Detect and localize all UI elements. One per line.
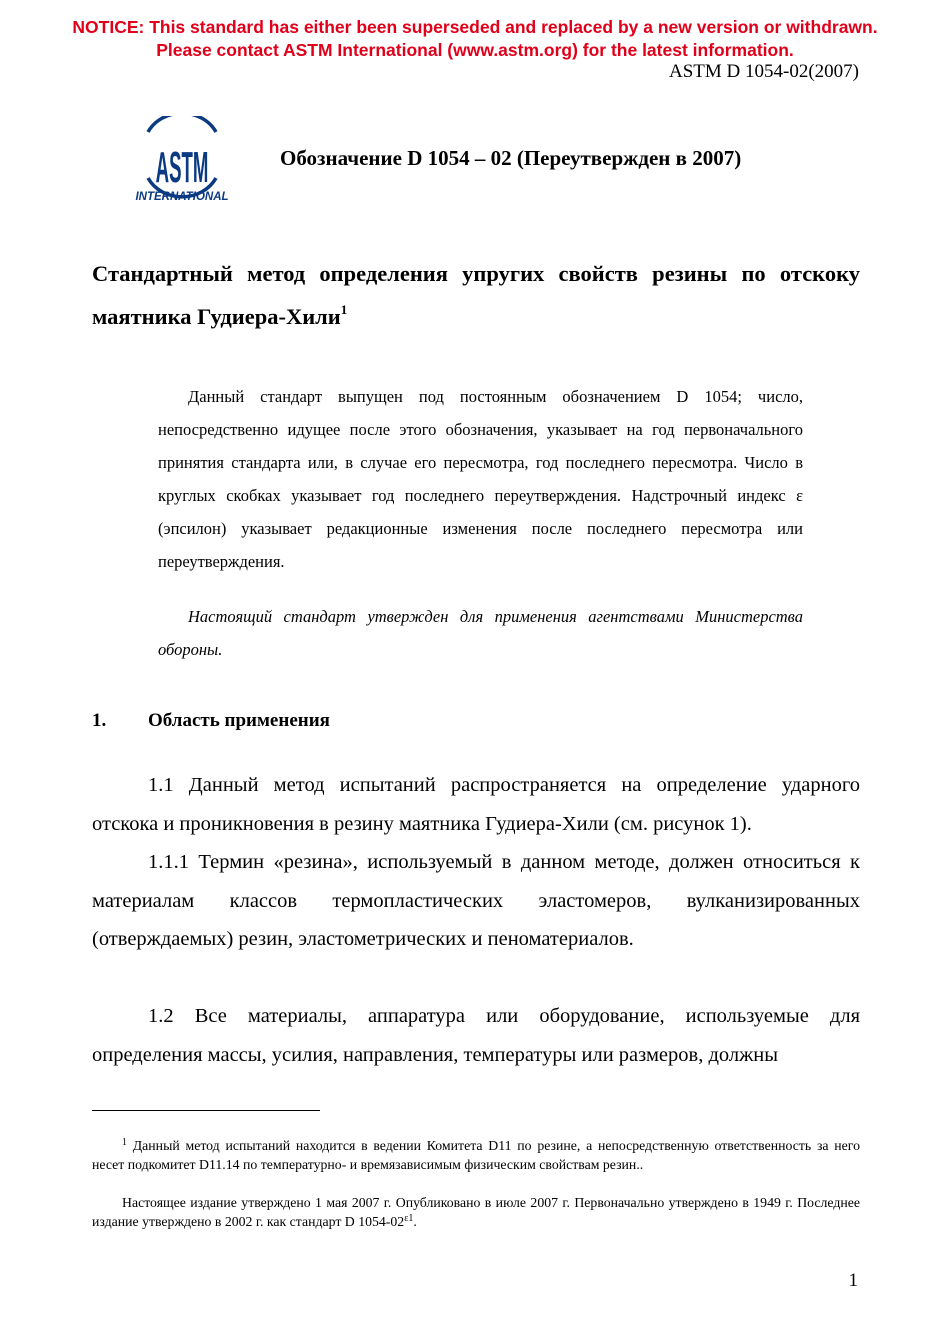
notice-banner [0, 16, 950, 62]
page-number: 1 [848, 1270, 858, 1291]
astm-logo [134, 116, 230, 206]
footnote-1 [92, 1136, 860, 1174]
paragraph-1-1: 1.1 Данный метод испытаний распространяется на определение ударного отскока и проникновения в резину маятника Гудиера-Хили (см. рисунок 1). [92, 774, 860, 835]
footnote-1-text: Данный метод испытаний находится в ведении Комитета D11 по резине, а непосредственную ответственность за него несет подкомитет D11.14 по температурно- и времязависимым физическим свойствам резин.. [92, 1138, 860, 1172]
footnote-2-superscript: ε1 [404, 1213, 414, 1224]
title-footnote-ref: 1 [340, 302, 348, 317]
footnote-2 [92, 1193, 860, 1231]
notice-line-1: NOTICE: This standard has either been superseded and replaced by a new version or withdrawn. [72, 17, 878, 37]
designation-note: Данный стандарт выпущен под постоянным обозначением D 1054; число, непосредственно идущее после этого обозначения, указывает на год первоначального принятия стандарта или, в случае его пересмотра, год последнего пересмотра. Число в круглых скобках указывает год последнего переутверждения. Надстрочный индекс ε (эпсилон) указывает редакционные изменения после последнего пересмотра или переутверждения. [158, 387, 803, 571]
paragraph-1-1-1: 1.1.1 Термин «резина», используемый в данном методе, должен относиться к материалам классов термопластических эластомеров, вулканизированных (отверждаемых) резин, эластометрических и пеноматериалов. [92, 851, 860, 950]
dod-approval-note: Настоящий стандарт утвержден для применения агентствами Министерства обороны. [158, 607, 803, 659]
standard-designation-top: ASTM D 1054-02(2007) [669, 61, 859, 82]
logo-subtext: INTERNATIONAL [135, 191, 229, 203]
section-number: 1. [92, 710, 107, 731]
document-title-text: Стандартный метод определения упругих свойств резины по отскоку маятника Гудиера-Хили [92, 261, 860, 329]
footnote-2-text: Настоящее издание утверждено 1 мая 2007 г. Опубликовано в июле 2007 г. Первоначально утверждено в 1949 г. Последнее издание утверждено в 2002 г. как стандарт D 1054-02 [92, 1195, 860, 1229]
footnote-1-marker: 1 [122, 1137, 127, 1148]
footnote-divider [92, 1110, 320, 1111]
section-heading-scope [92, 710, 330, 732]
paragraph-1-2: 1.2 Все материалы, аппаратура или оборудование, используемые для определения массы, усилия, направления, температуры или размеров, должны [92, 1005, 860, 1066]
notice-line-2: Please contact ASTM International (www.astm.org) for the latest information. [156, 40, 794, 60]
logo-text: ASTM [155, 144, 209, 193]
standard-designation: Обозначение D 1054 – 02 (Переутвержден в 2007) [280, 146, 742, 170]
document-title [92, 252, 860, 338]
footnote-2-end: . [413, 1214, 417, 1229]
section-title: Область применения [148, 710, 330, 731]
